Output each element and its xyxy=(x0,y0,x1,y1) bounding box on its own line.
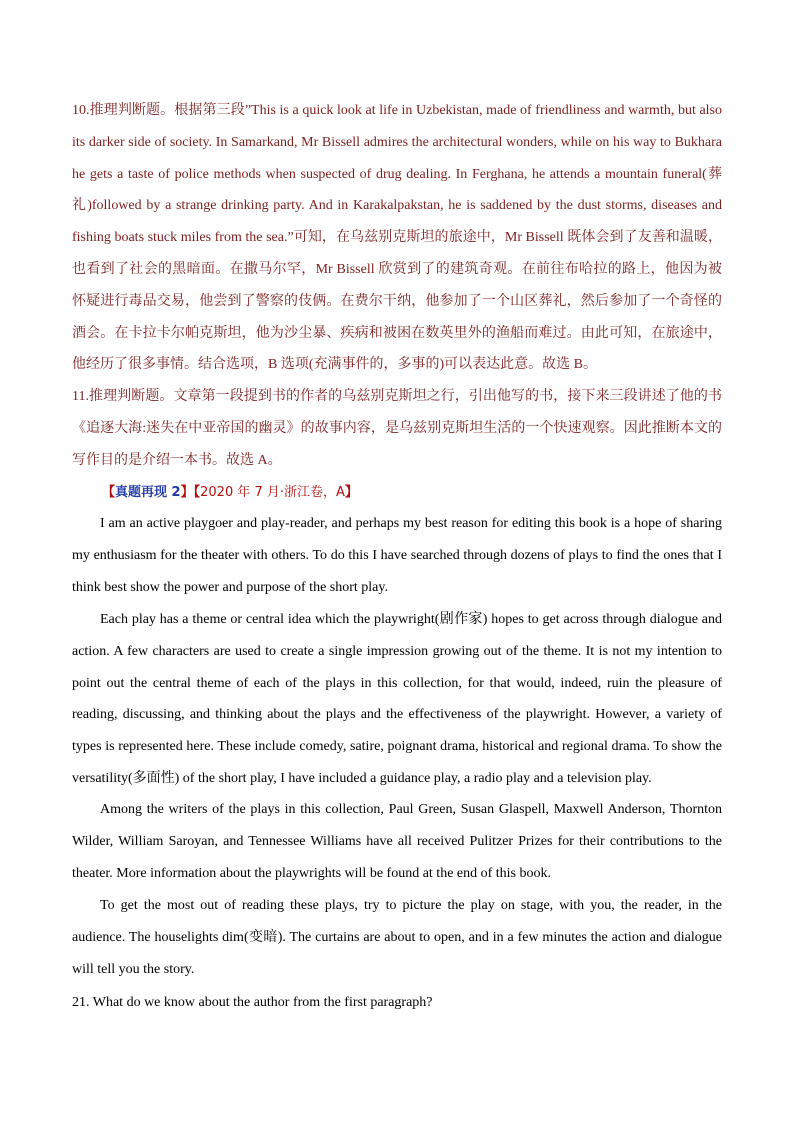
explanation-10-text: 10.推理判断题。根据第三段”This is a quick look at life in Uzbekistan, made of friendliness and warmth, but also its darker side of society. In Samarkand, Mr Bissell admires the architectural wonders, while on his way to Bukhara he gets a taste of police methods when suspected of drug dealing. In Ferghana, he attends a mountain funeral(葬礼)followed by a strange drinking party. And in Karakalpakstan, he is saddened by the dust storms, diseases and fishing boats stuck miles from the sea.”可知，在乌兹别克斯坦的旅途中，Mr Bissell 既体会到了友善和温暖，也看到了社会的黑暗面。在撒马尔罕，Mr Bissell 欣赏到了的建筑奇观。在前往布哈拉的路上，他因为被怀疑进行毒品交易，他尝到了警察的伎俩。在费尔干纳，他参加了一个山区葬礼，然后参加了一个奇怪的酒会。在卡拉卡尔帕克斯坦，他为沙尘暴、疾病和被困在数英里外的渔船而难过。由此可知，在旅途中，他经历了很多事情。结合选项，B 选项(充满事件的，多事的)可以表达此意。故选 B。 xyxy=(72,103,722,373)
passage-paragraph-4 xyxy=(72,890,722,985)
paragraph-text: To get the most out of reading these plays, try to picture the play on stage, with you, the reader, in the audience. The houselights dim(变暗). The curtains are about to open, and in a few minutes the action and dialogue will tell you the story. xyxy=(72,898,722,977)
paragraph-text: Among the writers of the plays in this collection, Paul Green, Susan Glaspell, Maxwell Anderson, Thornton Wilder, William Saroyan, and Tennessee Williams have all received Pulitzer Prizes for their contributions to the theater. More information about the playwrights will be found at the end of this book. xyxy=(72,802,722,881)
passage-paragraph-3 xyxy=(72,794,722,889)
section-heading xyxy=(72,477,722,509)
explanation-10 xyxy=(72,95,722,381)
heading-bracket-close: 】 xyxy=(180,485,194,500)
passage-paragraph-2 xyxy=(72,604,722,795)
question-21 xyxy=(72,990,722,1016)
explanation-11 xyxy=(72,381,722,476)
paragraph-text: Each play has a theme or central idea which the playwright(剧作家) hopes to get across through dialogue and action. A few characters are used to create a single impression growing out of the theme. It is not my intention to point out the central theme of each of the plays in this collection, for that would, indeed, ruin the pleasure of reading, discussing, and thinking about the plays and the effectiveness of the playwright. However, a variety of types is represented here. These include comedy, satire, poignant drama, historical and regional drama. To show the versatility(多面性) of the short play, I have included a guidance play, a radio play and a television play. xyxy=(72,612,722,786)
source-bracket-close: 】 xyxy=(344,485,358,500)
heading-title: 真题再现 2 xyxy=(115,485,181,500)
heading-source: 2020 年 7 月·浙江卷，A xyxy=(200,485,345,500)
question-text: 21. What do we know about the author from the first paragraph? xyxy=(72,995,433,1010)
source-bracket-open: 【 xyxy=(193,485,201,500)
heading-bracket-open: 【 xyxy=(102,485,116,500)
paragraph-text: I am an active playgoer and play-reader, and perhaps my best reason for editing this book is a hope of sharing my enthusiasm for the theater with others. To do this I have searched through dozens of plays to find the ones that I think best show the power and purpose of the short play. xyxy=(72,516,722,595)
passage-paragraph-1 xyxy=(72,508,722,603)
explanation-11-text: 11.推理判断题。文章第一段提到书的作者的乌兹别克斯坦之行，引出他写的书，接下来三段讲述了他的书《追逐大海:迷失在中亚帝国的幽灵》的故事内容，是乌兹别克斯坦生活的一个快速观察。因此推断本文的写作目的是介绍一本书。故选 A。 xyxy=(72,389,722,468)
